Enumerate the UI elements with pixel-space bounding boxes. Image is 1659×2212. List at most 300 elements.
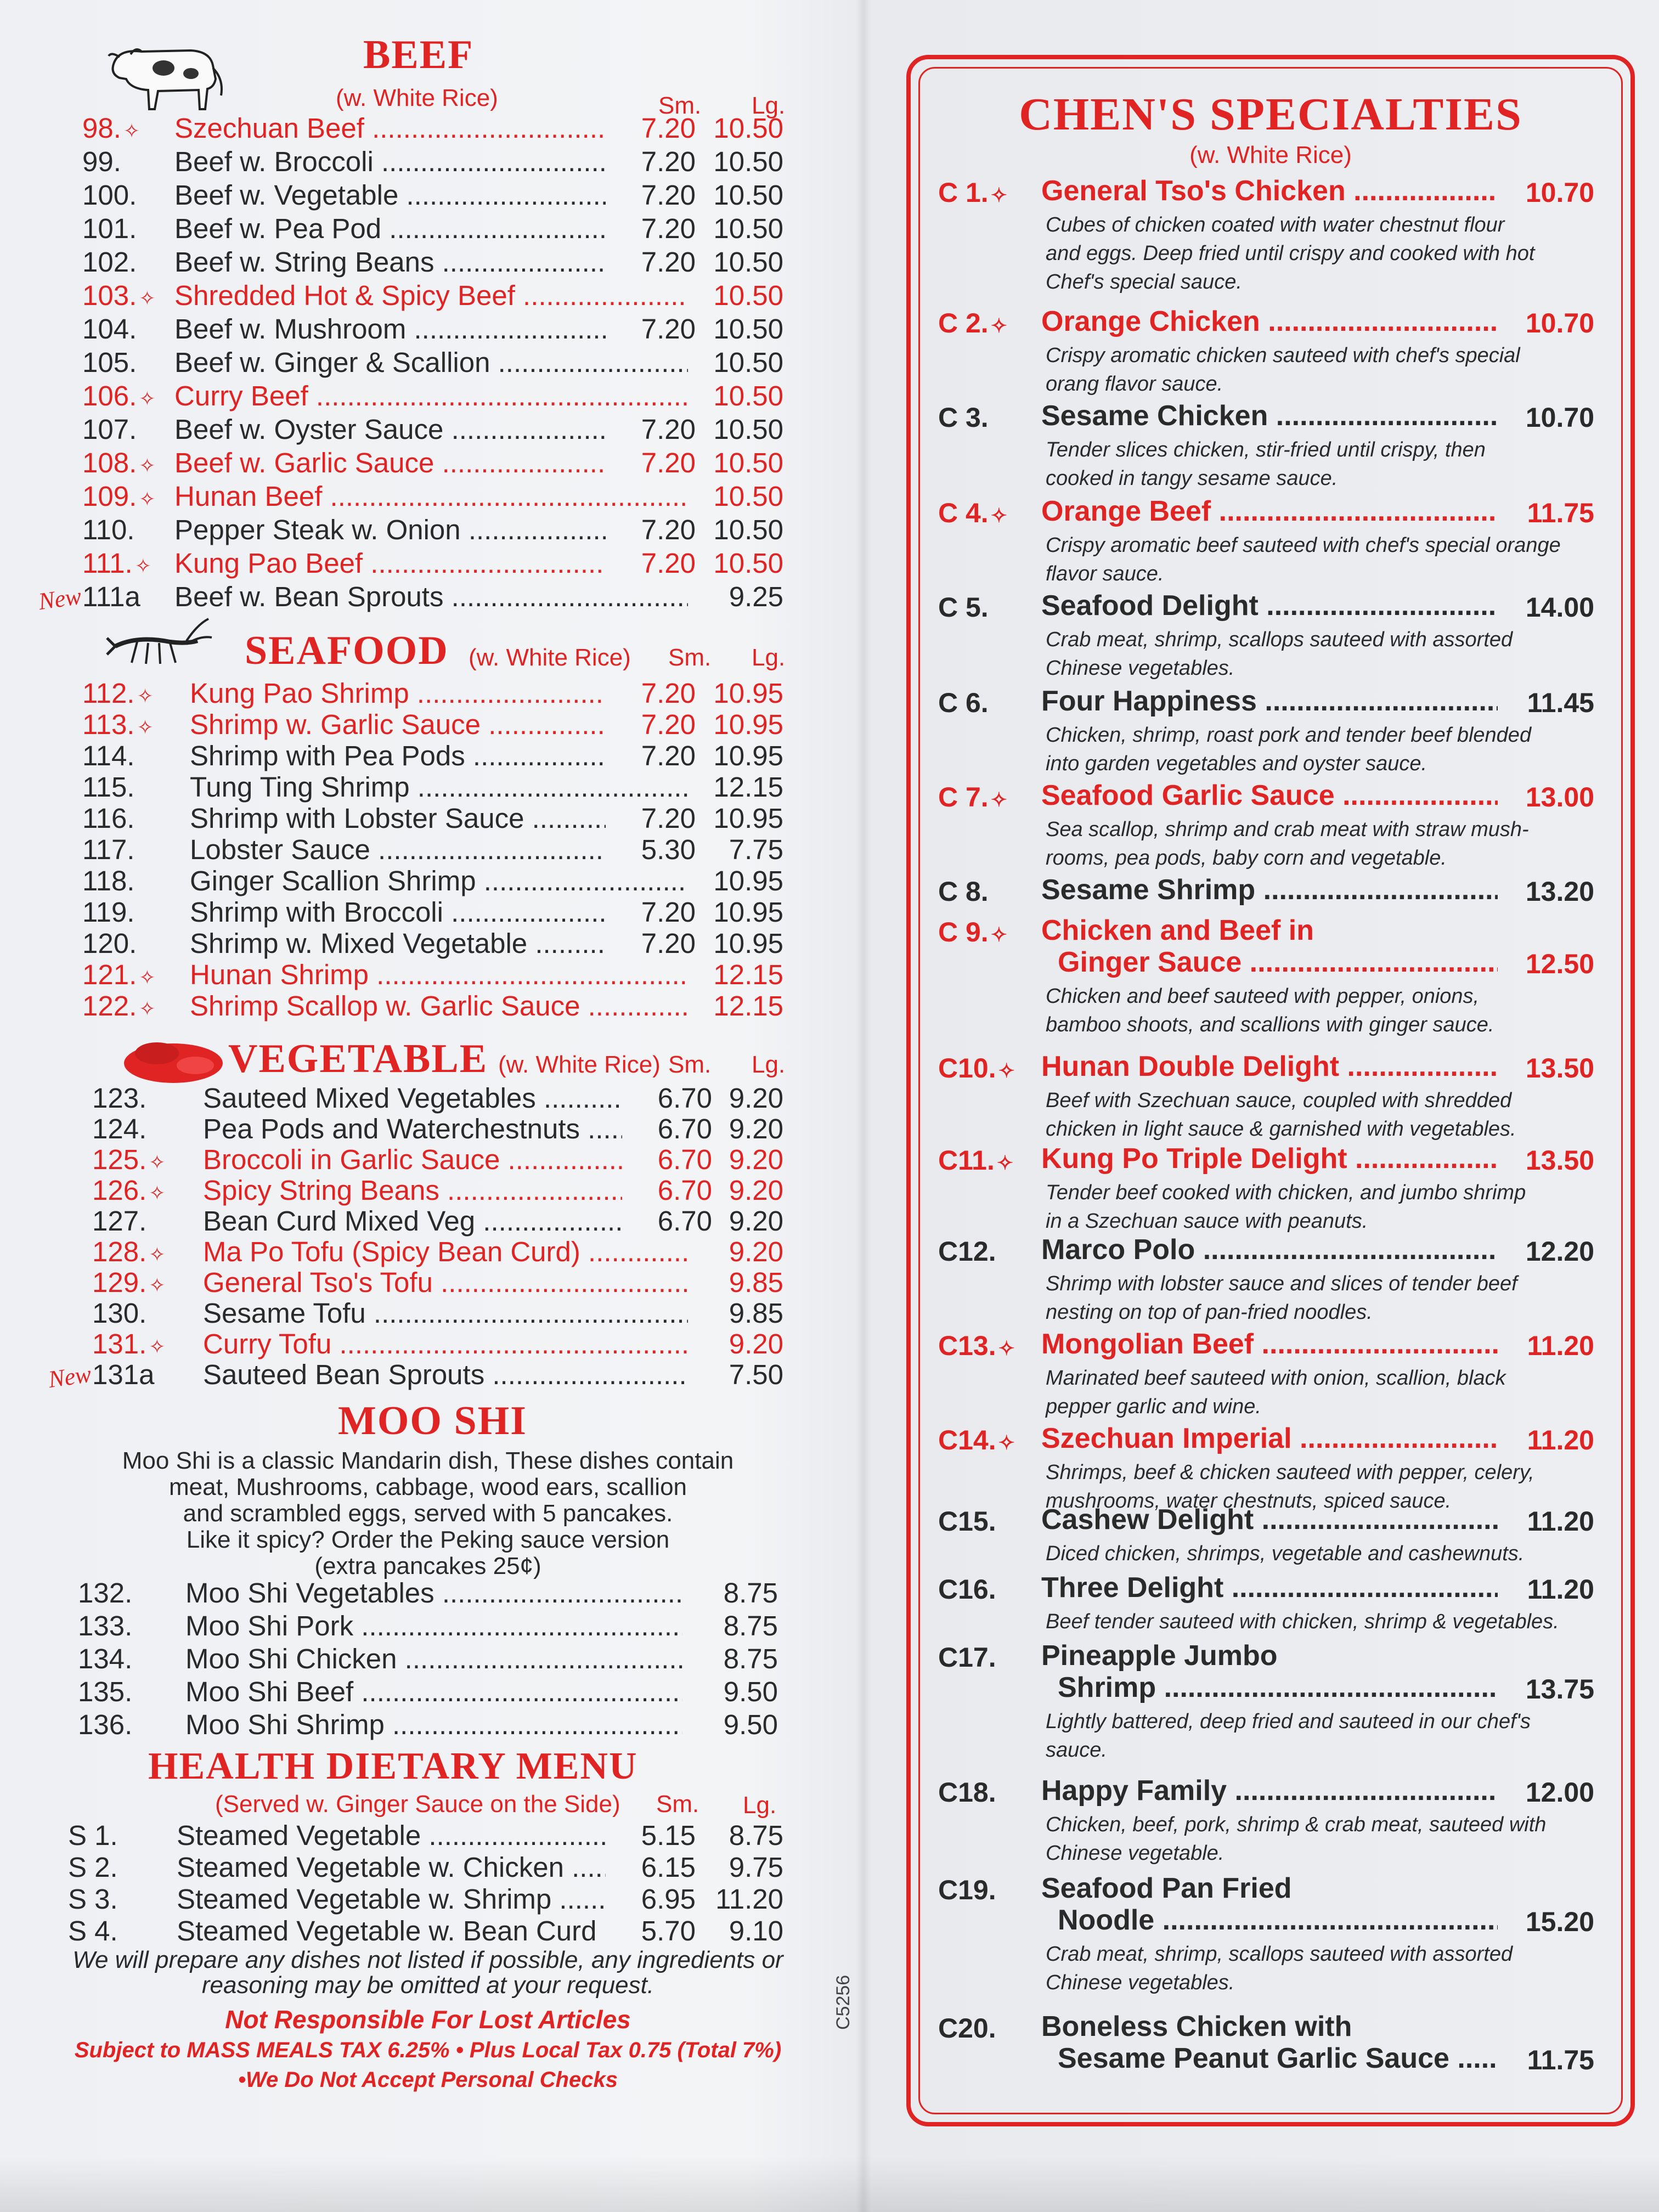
item-price-large: 10.95 xyxy=(713,678,783,709)
health-lg-header: Lg. xyxy=(743,1792,777,1819)
item-price-large: 10.50 xyxy=(713,514,783,545)
specialty-name: Marco Polo ..... xyxy=(1041,1233,1498,1266)
item-price-small: 7.20 xyxy=(641,740,696,771)
specialty-description: Crab meat, shrimp, scallops sauteed with assorted xyxy=(1046,1943,1513,1966)
specialty-number: C19. xyxy=(938,1875,996,1905)
beef-item-row xyxy=(82,413,789,446)
item-number: 129. ✧ xyxy=(92,1267,166,1298)
vegetable-item-row xyxy=(92,1358,789,1391)
pepper-icon: ✧ xyxy=(990,314,1007,337)
item-number: 99. xyxy=(82,146,121,177)
specialty-price: 13.00 xyxy=(1525,782,1594,812)
specialties-subtitle: (w. White Rice) xyxy=(1189,142,1352,168)
item-number: 115. xyxy=(82,771,135,803)
mooshi-title: MOO SHI xyxy=(338,1398,527,1443)
item-price-small: 7.20 xyxy=(641,803,696,834)
seafood-item-row xyxy=(82,958,789,991)
health-title: HEALTH DIETARY MENU xyxy=(148,1745,638,1787)
specialties-title: CHEN'S SPECIALTIES xyxy=(1019,89,1522,140)
item-price-small: 5.15 xyxy=(641,1820,696,1851)
item-price-small: 7.20 xyxy=(641,548,696,579)
specialty-number: C11. ✧ xyxy=(938,1145,1014,1176)
specialty-description: rooms, pea pods, baby corn and vegetable. xyxy=(1046,847,1447,870)
item-name: Beef w. Oyster Sauce ..... xyxy=(174,413,606,445)
item-name: Sesame Tofu ..... xyxy=(203,1297,688,1329)
item-price-small: 7.20 xyxy=(641,709,696,740)
item-price-large: 10.50 xyxy=(713,548,783,579)
mooshi-item-row xyxy=(78,1675,783,1708)
item-name: Steamed Vegetable w. Shrimp ..... xyxy=(177,1883,606,1915)
item-name: Beef w. Vegetable ..... xyxy=(174,179,606,211)
item-price-large: 12.15 xyxy=(713,771,783,803)
specialty-name-cont: Shrimp ..... xyxy=(1058,1671,1498,1704)
beef-item-row xyxy=(82,179,789,212)
specialty-number: C13. ✧ xyxy=(938,1330,1015,1361)
item-price-large: 10.50 xyxy=(713,213,783,244)
item-price-large: 8.75 xyxy=(723,1577,778,1609)
item-price-small: 6.70 xyxy=(657,1144,712,1175)
item-number: 117. xyxy=(82,834,135,865)
specialty-name: Szechuan Imperial ..... xyxy=(1041,1422,1498,1455)
specialty-price: 11.20 xyxy=(1527,1425,1594,1455)
specialty-price: 15.20 xyxy=(1525,1906,1594,1937)
seafood-title: SEAFOOD xyxy=(245,628,449,673)
specialty-description: Chicken and beef sauteed with pepper, onions, xyxy=(1046,985,1480,1008)
mooshi-item-row xyxy=(78,1708,783,1741)
item-price-large: 10.95 xyxy=(713,896,783,928)
item-number: 113. ✧ xyxy=(82,709,154,740)
item-price-small: 7.20 xyxy=(641,246,696,278)
item-price-large: 9.20 xyxy=(729,1205,783,1237)
item-number: 104. xyxy=(82,313,137,345)
item-number: 112. ✧ xyxy=(82,678,154,709)
item-price-large: 10.50 xyxy=(713,313,783,345)
item-name: Moo Shi Pork ..... xyxy=(185,1610,682,1642)
specialty-name: Boneless Chicken with xyxy=(1041,2011,1352,2042)
seafood-item-row xyxy=(82,865,789,898)
pepper-icon: ✧ xyxy=(149,1151,166,1173)
specialty-price: 13.20 xyxy=(1525,876,1594,907)
specialty-description: Sea scallop, shrimp and crab meat with straw mush- xyxy=(1046,818,1529,841)
specialty-price: 11.20 xyxy=(1527,1574,1594,1605)
specialty-description: sauce. xyxy=(1046,1739,1107,1762)
item-number: 122. ✧ xyxy=(82,990,156,1022)
specialty-price: 11.75 xyxy=(1527,2045,1594,2075)
menu-code: C5256 xyxy=(833,1974,854,2030)
beef-title: BEEF xyxy=(363,32,474,77)
specialty-price: 10.70 xyxy=(1525,308,1594,338)
specialty-name: Sesame Shrimp ..... xyxy=(1041,873,1498,906)
item-name: Beef w. Ginger & Scallion ..... xyxy=(174,346,688,379)
item-name: Shrimp with Lobster Sauce ..... xyxy=(190,802,606,834)
item-price-small: 5.70 xyxy=(641,1915,696,1946)
specialty-price: 13.50 xyxy=(1525,1145,1594,1176)
specialty-name: Cashew Delight ..... xyxy=(1041,1503,1498,1536)
vegetable-sm-header: Sm. xyxy=(668,1051,712,1078)
specialty-name: Four Happiness ..... xyxy=(1041,685,1498,718)
item-number: 128. ✧ xyxy=(92,1236,166,1267)
item-price-large: 11.20 xyxy=(715,1883,783,1915)
specialty-number: C 8. xyxy=(938,876,989,907)
item-number: 125. ✧ xyxy=(92,1144,166,1175)
pepper-icon: ✧ xyxy=(990,923,1007,946)
pepper-icon: ✧ xyxy=(139,387,156,410)
item-price-large: 10.50 xyxy=(713,347,783,378)
beef-subtitle: (w. White Rice) xyxy=(336,84,498,111)
item-name: Szechuan Beef ..... xyxy=(174,112,606,144)
pepper-icon: ✧ xyxy=(990,788,1007,811)
item-price-large: 10.50 xyxy=(713,179,783,211)
specialty-name: Three Delight ..... xyxy=(1041,1571,1498,1604)
health-note-line: reasoning may be omitted at your request. xyxy=(201,1972,654,1999)
specialty-name: Kung Po Triple Delight ..... xyxy=(1041,1142,1498,1175)
pepper-icon: ✧ xyxy=(998,1431,1015,1454)
item-name: Shrimp w. Garlic Sauce ..... xyxy=(190,708,606,741)
item-price-large: 8.75 xyxy=(723,1610,778,1641)
item-number: 135. xyxy=(78,1676,133,1707)
pepper-icon: ✧ xyxy=(139,488,156,510)
item-price-large: 9.85 xyxy=(729,1267,783,1298)
specialty-name: General Tso's Chicken ..... xyxy=(1041,174,1498,207)
specialty-price: 13.75 xyxy=(1525,1674,1594,1705)
item-name: Beef w. Mushroom ..... xyxy=(174,313,606,345)
specialty-number: C20. xyxy=(938,2013,996,2044)
seafood-sm-header: Sm. xyxy=(668,644,712,671)
item-price-large: 10.95 xyxy=(713,803,783,834)
specialty-description: Diced chicken, shrimps, vegetable and cashewnuts. xyxy=(1046,1542,1525,1565)
item-number: 132. xyxy=(78,1577,133,1609)
specialty-number: C 4. ✧ xyxy=(938,498,1007,528)
item-name: Beef w. Broccoli ..... xyxy=(174,145,606,178)
specialty-name: Seafood Pan Fried xyxy=(1041,1872,1292,1904)
pepper-icon: ✧ xyxy=(149,1274,166,1296)
specialty-price: 10.70 xyxy=(1525,402,1594,433)
specialty-description: Chicken, beef, pork, shrimp & crab meat, sauteed with xyxy=(1046,1813,1547,1836)
vegetable-item-row xyxy=(92,1143,789,1176)
item-number: S 3. xyxy=(68,1883,118,1915)
item-number: 110. xyxy=(82,514,135,545)
specialty-number: C12. xyxy=(938,1236,996,1267)
specialty-description: Chinese vegetables. xyxy=(1046,657,1235,680)
specialty-description: into garden vegetables and oyster sauce. xyxy=(1046,752,1427,775)
item-name: Tung Ting Shrimp ..... xyxy=(190,771,688,803)
mooshi-desc-line: Moo Shi is a classic Mandarin dish, These dishes contain xyxy=(122,1447,734,1474)
item-name: Hunan Shrimp ..... xyxy=(190,958,688,991)
specialty-description: Shrimps, beef & chicken sauteed with pepper, celery, xyxy=(1046,1461,1534,1484)
specialty-number: C14. ✧ xyxy=(938,1425,1015,1455)
specialty-description: Crispy aromatic beef sauteed with chef's special orange xyxy=(1046,534,1561,557)
beef-item-row xyxy=(82,380,789,413)
health-subtitle: (Served w. Ginger Sauce on the Side) xyxy=(215,1791,620,1818)
beef-item-row xyxy=(82,514,789,546)
beef-item-row xyxy=(82,547,789,580)
health-sm-header: Sm. xyxy=(656,1791,699,1818)
item-name: Spicy String Beans ..... xyxy=(203,1174,622,1206)
specialty-price: 13.50 xyxy=(1525,1053,1594,1084)
item-price-large: 9.20 xyxy=(729,1082,783,1114)
specialty-name: Seafood Garlic Sauce ..... xyxy=(1041,779,1498,812)
specialty-name: Orange Beef ..... xyxy=(1041,495,1498,528)
item-number: 119. xyxy=(82,896,135,928)
pepper-icon: ✧ xyxy=(123,120,140,142)
specialty-description: Beef with Szechuan sauce, coupled with shredded xyxy=(1046,1089,1512,1112)
item-price-large: 12.15 xyxy=(713,990,783,1022)
specialty-price: 11.45 xyxy=(1527,687,1594,718)
specialty-name: Seafood Delight ..... xyxy=(1041,589,1498,622)
health-item-row xyxy=(68,1915,789,1948)
item-number: 102. xyxy=(82,246,137,278)
item-price-large: 10.50 xyxy=(713,246,783,278)
item-price-small: 6.70 xyxy=(657,1205,712,1237)
specialty-description: Chicken, shrimp, roast pork and tender beef blended xyxy=(1046,724,1532,747)
item-number: 131. ✧ xyxy=(92,1328,166,1359)
specialty-price: 14.00 xyxy=(1525,592,1594,623)
item-number: 136. xyxy=(78,1709,133,1740)
seafood-item-row xyxy=(82,802,789,835)
pepper-icon: ✧ xyxy=(134,555,151,577)
item-name: Beef w. Pea Pod ..... xyxy=(174,212,606,245)
pepper-icon: ✧ xyxy=(139,966,156,989)
item-name: Curry Tofu ..... xyxy=(203,1328,688,1360)
vegetable-lg-header: Lg. xyxy=(752,1051,786,1078)
item-name: Pea Pods and Waterchestnuts ..... xyxy=(203,1113,622,1145)
health-item-row xyxy=(68,1851,789,1884)
specialty-description: Shrimp with lobster sauce and slices of tender beef xyxy=(1046,1272,1517,1295)
item-price-small: 7.20 xyxy=(641,179,696,211)
item-price-large: 10.50 xyxy=(713,146,783,177)
specialty-name: Hunan Double Delight ..... xyxy=(1041,1050,1498,1083)
item-number: 121. ✧ xyxy=(82,959,156,990)
specialty-description: Marinated beef sauteed with onion, scallion, black xyxy=(1046,1367,1506,1390)
checks-note: •We Do Not Accept Personal Checks xyxy=(238,2068,618,2092)
specialty-number: C 1. ✧ xyxy=(938,177,1007,208)
item-price-large: 10.50 xyxy=(713,481,783,512)
item-number: 101. xyxy=(82,213,137,244)
beef-item-row xyxy=(82,580,789,613)
specialty-description: Lightly battered, deep fried and sauteed in our chef's xyxy=(1046,1710,1531,1733)
health-item-row xyxy=(68,1819,789,1852)
item-name: Bean Curd Mixed Veg ..... xyxy=(203,1205,622,1237)
item-number: 111. ✧ xyxy=(82,548,151,579)
item-number: 103. ✧ xyxy=(82,280,156,311)
seafood-lg-header: Lg. xyxy=(752,644,786,671)
item-number: 107. xyxy=(82,414,137,445)
mooshi-desc-line: Like it spicy? Order the Peking sauce version xyxy=(186,1526,670,1553)
pepper-icon: ✧ xyxy=(149,1182,166,1204)
specialty-number: C17. xyxy=(938,1642,996,1673)
health-note-line: We will prepare any dishes not listed if possible, any ingredients or xyxy=(72,1946,783,1973)
item-price-large: 10.50 xyxy=(713,447,783,478)
pepper-icon: ✧ xyxy=(990,504,1007,527)
item-name: Moo Shi Beef ..... xyxy=(185,1675,682,1708)
item-price-small: 7.20 xyxy=(641,146,696,177)
mooshi-desc-line: (extra pancakes 25¢) xyxy=(314,1553,541,1579)
item-name: Shrimp with Pea Pods ..... xyxy=(190,740,606,772)
beef-lg-header: Lg. xyxy=(752,92,786,119)
item-name: Moo Shi Shrimp ..... xyxy=(185,1708,682,1741)
item-price-small: 7.20 xyxy=(641,414,696,445)
item-number: 100. xyxy=(82,179,137,211)
pepper-icon: ✧ xyxy=(137,716,154,738)
item-number: 105. xyxy=(82,347,137,378)
new-badge: New xyxy=(36,582,83,616)
specialty-name-cont: Ginger Sauce ..... xyxy=(1058,946,1498,979)
item-number: 114. xyxy=(82,740,135,771)
specialty-price: 12.50 xyxy=(1525,949,1594,979)
pepper-icon: ✧ xyxy=(998,1059,1015,1082)
item-price-small: 7.20 xyxy=(641,514,696,545)
item-price-small: 5.30 xyxy=(641,834,696,865)
item-number: 127. xyxy=(92,1205,147,1237)
specialty-number: C 3. xyxy=(938,402,989,433)
specialty-description: cooked in tangy sesame sauce. xyxy=(1046,467,1338,490)
pepper-icon: ✧ xyxy=(139,454,156,477)
item-name: Beef w. Bean Sprouts ..... xyxy=(174,580,688,613)
item-name: Pepper Steak w. Onion ..... xyxy=(174,514,606,546)
item-name: General Tso's Tofu ..... xyxy=(203,1266,688,1299)
specialty-number: C 6. xyxy=(938,687,989,718)
seafood-item-row xyxy=(82,677,789,710)
item-number: S 1. xyxy=(68,1820,118,1851)
vegetable-item-row xyxy=(92,1266,789,1299)
specialty-description: Tender beef cooked with chicken, and jumbo shrimp xyxy=(1046,1181,1526,1204)
item-price-large: 9.20 xyxy=(729,1175,783,1206)
specialty-description: mushrooms, water chestnuts, spiced sauce. xyxy=(1046,1489,1452,1513)
specialty-description: chicken in light sauce & garnished with vegetables. xyxy=(1046,1118,1516,1141)
item-name: Steamed Vegetable w. Chicken ..... xyxy=(177,1851,606,1883)
specialty-number: C10. ✧ xyxy=(938,1053,1015,1084)
seafood-item-row xyxy=(82,927,789,960)
specialty-name: Chicken and Beef in xyxy=(1041,915,1314,946)
page-fold xyxy=(856,0,871,2212)
item-price-large: 9.20 xyxy=(729,1113,783,1144)
item-name: Moo Shi Vegetables ..... xyxy=(185,1577,682,1609)
item-name: Moo Shi Chicken ..... xyxy=(185,1643,682,1675)
item-number: 133. xyxy=(78,1610,133,1641)
item-name: Ma Po Tofu (Spicy Bean Curd) ..... xyxy=(203,1235,688,1268)
item-price-small: 7.20 xyxy=(641,678,696,709)
specialty-number: C16. xyxy=(938,1574,996,1605)
specialty-price: 11.75 xyxy=(1527,498,1594,528)
pepper-icon: ✧ xyxy=(139,997,156,1020)
beef-item-row xyxy=(82,246,789,279)
item-name: Kung Pao Shrimp ..... xyxy=(190,677,606,709)
beef-item-row xyxy=(82,112,789,145)
pepper-icon: ✧ xyxy=(996,1152,1014,1174)
vegetable-item-row xyxy=(92,1328,789,1361)
seafood-subtitle: (w. White Rice) xyxy=(469,644,631,671)
item-price-small: 7.20 xyxy=(641,213,696,244)
specialty-description: bamboo shoots, and scallions with ginger sauce. xyxy=(1046,1013,1494,1036)
bottom-shadow xyxy=(0,2156,1659,2212)
specialty-description: Cubes of chicken coated with water chestnut flour xyxy=(1046,213,1505,236)
lost-articles-note: Not Responsible For Lost Articles xyxy=(225,2005,631,2034)
specialty-name: Orange Chicken ..... xyxy=(1041,305,1498,338)
item-price-small: 7.20 xyxy=(641,896,696,928)
specialty-description: Chinese vegetable. xyxy=(1046,1842,1224,1865)
item-name: Shrimp Scallop w. Garlic Sauce ..... xyxy=(190,990,688,1022)
item-number: 134. xyxy=(78,1643,133,1674)
item-price-large: 9.75 xyxy=(729,1852,783,1883)
beef-item-row xyxy=(82,480,789,513)
mooshi-desc-line: and scrambled eggs, served with 5 pancakes. xyxy=(183,1500,673,1527)
specialty-description: pepper garlic and wine. xyxy=(1046,1395,1261,1418)
pepper-icon: ✧ xyxy=(990,184,1007,206)
lobster-icon xyxy=(104,613,214,674)
vegetable-item-row xyxy=(92,1297,789,1330)
item-number: 126. ✧ xyxy=(92,1175,166,1206)
beef-item-row xyxy=(82,279,789,312)
item-price-small: 7.20 xyxy=(641,928,696,959)
item-name: Hunan Beef ..... xyxy=(174,480,688,512)
specialty-name: Pineapple Jumbo xyxy=(1041,1640,1278,1672)
item-price-large: 8.75 xyxy=(723,1643,778,1674)
item-price-large: 9.50 xyxy=(723,1709,778,1740)
tax-note: Subject to MASS MEALS TAX 6.25% • Plus Local Tax 0.75 (Total 7%) xyxy=(74,2038,782,2062)
item-price-small: 6.95 xyxy=(641,1883,696,1915)
item-name: Kung Pao Beef ..... xyxy=(174,547,606,579)
item-number: 130. xyxy=(92,1297,147,1329)
item-name: Beef w. Garlic Sauce ..... xyxy=(174,447,606,479)
beef-item-row xyxy=(82,447,789,479)
specialty-price: 10.70 xyxy=(1525,177,1594,208)
item-price-large: 7.50 xyxy=(729,1359,783,1390)
item-price-small: 7.20 xyxy=(641,313,696,345)
item-price-small: 7.20 xyxy=(641,447,696,478)
vegetable-item-row xyxy=(92,1174,789,1207)
item-number: 98. ✧ xyxy=(82,112,140,144)
seafood-item-row xyxy=(82,771,789,804)
specialty-description: flavor sauce. xyxy=(1046,562,1164,585)
item-name: Sauteed Bean Sprouts ..... xyxy=(203,1358,688,1391)
vegetable-item-row xyxy=(92,1235,789,1268)
beef-item-row xyxy=(82,145,789,178)
item-name: Shrimp with Broccoli ..... xyxy=(190,896,606,928)
vegetable-item-row xyxy=(92,1205,789,1238)
item-price-large: 10.50 xyxy=(713,280,783,311)
item-price-large: 7.75 xyxy=(729,834,783,865)
specialty-description: Chef's special sauce. xyxy=(1046,270,1242,294)
item-name: Steamed Vegetable w. Bean Curd ..... xyxy=(177,1915,606,1947)
item-price-small: 6.70 xyxy=(657,1082,712,1114)
health-item-row xyxy=(68,1883,789,1916)
item-price-large: 10.50 xyxy=(713,112,783,144)
vegetable-title: VEGETABLE xyxy=(228,1036,488,1081)
pepper-icon: ✧ xyxy=(998,1337,1015,1359)
item-price-large: 9.10 xyxy=(729,1915,783,1946)
item-number: 106. ✧ xyxy=(82,380,156,411)
item-price-large: 12.15 xyxy=(713,959,783,990)
specialty-description: nesting on top of pan-fried noodles. xyxy=(1046,1301,1373,1324)
vegetable-subtitle: (w. White Rice) xyxy=(498,1051,661,1078)
item-price-large: 9.20 xyxy=(729,1236,783,1267)
specialty-description: Crab meat, shrimp, scallops sauteed with assorted xyxy=(1046,628,1513,651)
specialty-number: C 5. xyxy=(938,592,989,623)
item-name: Curry Beef ..... xyxy=(174,380,688,412)
mooshi-item-row xyxy=(78,1577,783,1610)
item-price-small: 6.15 xyxy=(641,1852,696,1883)
pepper-icon: ✧ xyxy=(139,287,156,309)
specialty-name: Sesame Chicken ..... xyxy=(1041,399,1498,432)
specialty-name: Happy Family ..... xyxy=(1041,1774,1498,1807)
beef-item-row xyxy=(82,346,789,379)
specialty-number: C 7. ✧ xyxy=(938,782,1007,812)
item-name: Ginger Scallion Shrimp ..... xyxy=(190,865,688,897)
specialty-description: orang flavor sauce. xyxy=(1046,373,1223,396)
item-number: 118. xyxy=(82,865,135,896)
mooshi-desc-line: meat, Mushrooms, cabbage, wood ears, scallion xyxy=(168,1474,687,1500)
item-price-large: 9.20 xyxy=(729,1144,783,1175)
